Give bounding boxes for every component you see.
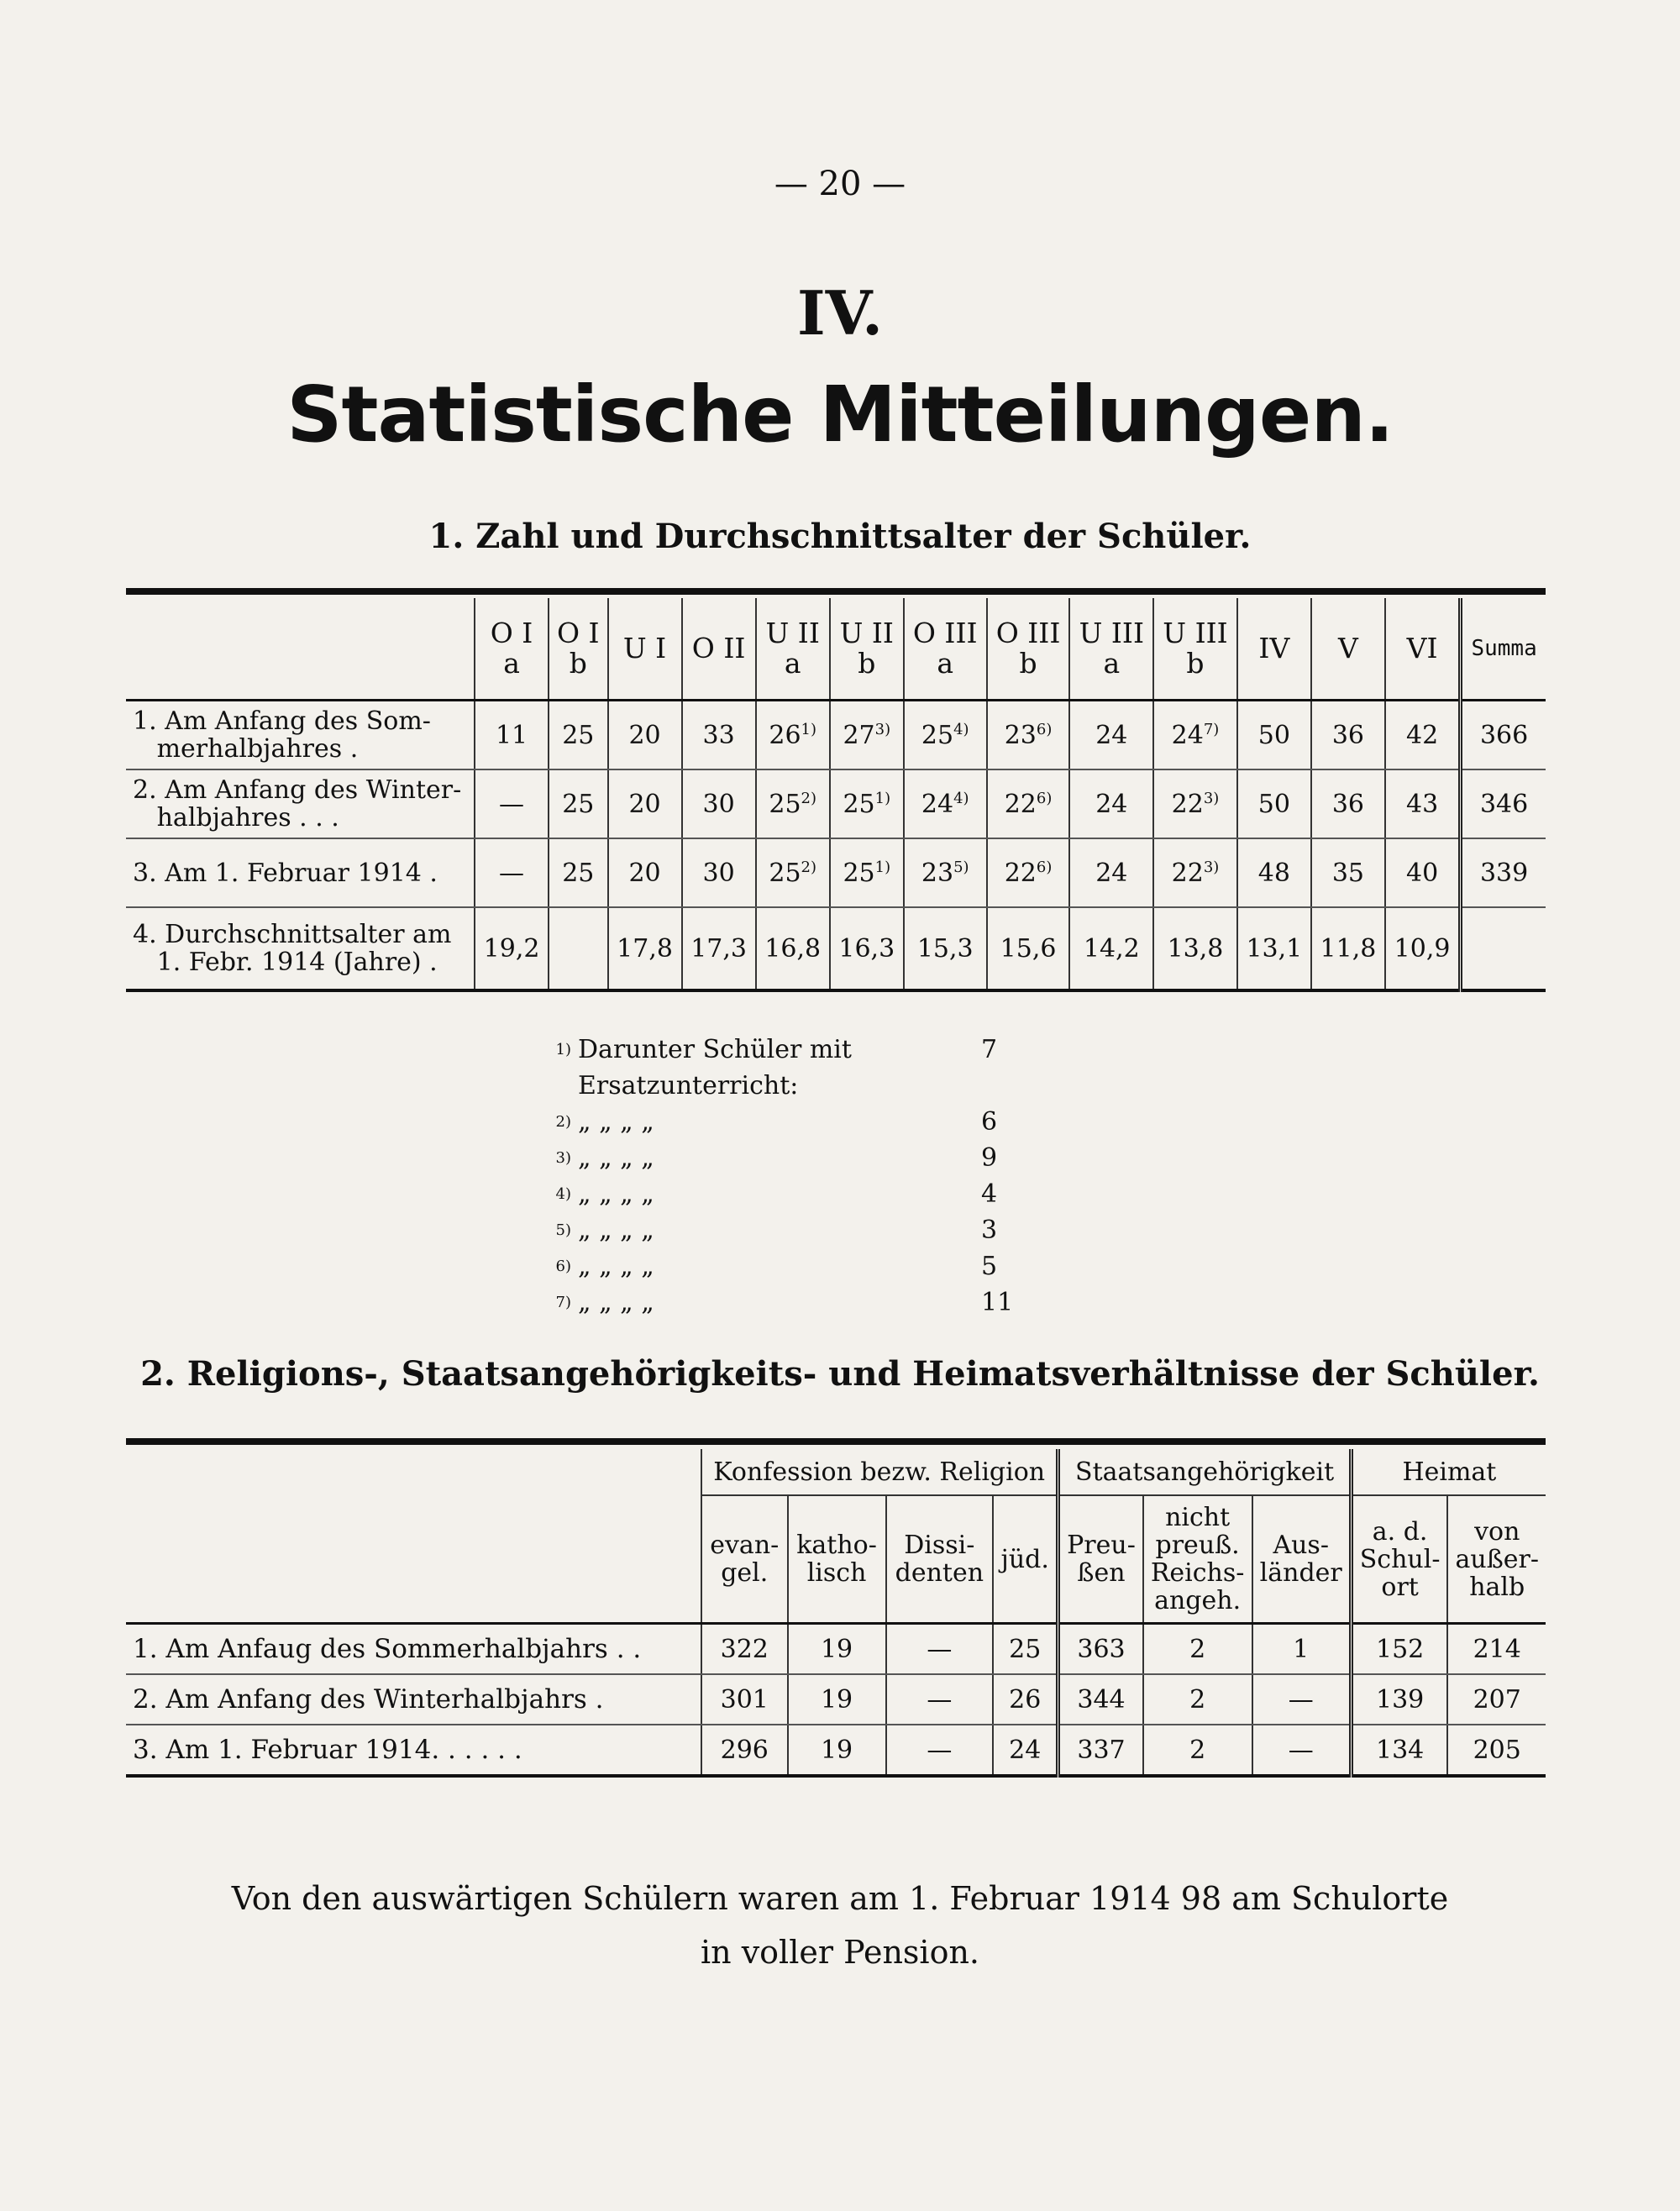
table2-column-header [1058, 1495, 1143, 1624]
footnote-ref: 2) [801, 858, 817, 876]
table-cell: 337 [1058, 1725, 1143, 1776]
table-cell: 25$^{2)}$ [756, 838, 830, 907]
closing-line-1: Von den auswärtigen Schülern waren am 1. Februar 1914 98 am Schulorte [231, 1880, 1449, 1917]
footnote-text: „ „ „ „ [578, 1179, 654, 1209]
table-cell: 139 [1351, 1674, 1447, 1725]
row-label-line: 3. Am 1. Februar 1914 . [133, 858, 438, 888]
table-cell: — [475, 769, 549, 838]
footnote-text: „ „ „ „ [578, 1288, 654, 1317]
column-name: U II [765, 616, 820, 649]
table-cell: 152 [1351, 1624, 1447, 1675]
footnote-mark: 6) [555, 1258, 571, 1275]
section-numeral: IV. [796, 277, 884, 349]
table-cell: 2 [1143, 1674, 1252, 1725]
footnote [538, 1140, 1032, 1176]
header-line: lisch [806, 1558, 867, 1588]
table-cell: 23$^{6)}$ [987, 701, 1070, 770]
table1-header-label [126, 598, 475, 701]
footnote-value: 9 [981, 1143, 998, 1173]
table1-column-header [475, 598, 549, 701]
table2-column-header [701, 1495, 788, 1624]
table-cell: 42 [1385, 701, 1461, 770]
header-line: Schul- [1359, 1544, 1441, 1574]
table-cell: 134 [1351, 1725, 1447, 1776]
column-name: O III [912, 616, 978, 649]
table-cell: 16,8 [756, 907, 830, 990]
row-label [126, 838, 475, 907]
footnote [538, 1212, 1032, 1248]
table-cell: 2 [1143, 1624, 1252, 1675]
table-cell: 35 [1311, 838, 1385, 907]
table-cell: 33 [682, 701, 756, 770]
table-cell: 16,3 [830, 907, 904, 990]
table-cell: 25 [993, 1624, 1058, 1675]
table-cell [549, 907, 607, 990]
table-cell [1461, 907, 1546, 990]
footnote [538, 1284, 1032, 1321]
footnote-ref: 7) [1203, 720, 1220, 738]
row-label: 1. Am Anfaug des Sommerhalbjahrs . . [126, 1624, 701, 1675]
footnote-text: Darunter Schüler mit Ersatzunterricht: [578, 1035, 852, 1100]
footnote-value: 5 [981, 1252, 998, 1281]
row-label: 2. Am Anfang des Winterhalbjahrs . [126, 1674, 701, 1725]
footnote-mark: 5) [555, 1221, 571, 1239]
table-cell: 27$^{3)}$ [830, 701, 904, 770]
footnote-text: „ „ „ „ [578, 1216, 654, 1245]
row-label [126, 701, 475, 770]
footnotes [538, 1032, 1032, 1321]
column-group-header: Heimat [1351, 1449, 1546, 1495]
header-line: Aus- [1273, 1531, 1329, 1560]
footnote-value: 3 [981, 1216, 998, 1245]
footnote [538, 1032, 1032, 1104]
table-cell: 36 [1311, 701, 1385, 770]
header-line: ßen [1077, 1558, 1126, 1588]
footnote-ref: 4) [953, 789, 969, 807]
table-cell: 30 [682, 838, 756, 907]
table1-header-row [126, 598, 1546, 701]
table-cell: 24 [1069, 769, 1153, 838]
header-line: evan- [710, 1531, 780, 1560]
table-cell: 19 [788, 1674, 886, 1725]
table-cell: 24$^{7)}$ [1153, 701, 1237, 770]
row-label-line: 4. Durchschnittsalter am [133, 920, 452, 949]
table-cell: 10,9 [1385, 907, 1461, 990]
table1-column-header [1153, 598, 1237, 701]
age-table [126, 598, 1546, 992]
column-division: b [858, 647, 876, 680]
header-line: Preu- [1067, 1531, 1136, 1560]
row-label: 3. Am 1. Februar 1914. . . . . . [126, 1725, 701, 1776]
table-cell: 25$^{4)}$ [904, 701, 987, 770]
table1-column-header: U I [608, 598, 682, 701]
footnote-mark: 1) [555, 1041, 571, 1058]
table2-column-header [993, 1495, 1058, 1624]
table2-title: 2. Religions-, Staatsangehörigkeits- und Heimatsverhältnisse der Schüler. [140, 1354, 1540, 1394]
table-row [126, 907, 1546, 990]
table-cell: 17,3 [682, 907, 756, 990]
footnote-ref: 6) [1036, 789, 1053, 807]
header-line: a. d. [1372, 1516, 1428, 1547]
table-cell: 19 [788, 1624, 886, 1675]
table-cell: 43 [1385, 769, 1461, 838]
column-division: b [1186, 647, 1205, 680]
footnote-ref: 6) [1036, 720, 1053, 738]
table-cell: 17,8 [608, 907, 682, 990]
footnote-ref: 3) [874, 720, 891, 738]
closing-note [0, 1872, 1680, 1979]
row-label [126, 769, 475, 838]
table-cell: 24$^{4)}$ [904, 769, 987, 838]
row-label-line: halbjahres . . . [133, 803, 339, 832]
header-line: außer- [1455, 1544, 1539, 1574]
table-cell: 30 [682, 769, 756, 838]
table2-column-header [1351, 1495, 1447, 1624]
table-cell: 13,1 [1237, 907, 1311, 990]
table1-column-header: VI [1385, 598, 1461, 701]
table-cell: — [1252, 1674, 1352, 1725]
footnote-ref: 6) [1036, 858, 1053, 876]
table-cell: 20 [608, 769, 682, 838]
column-group-header: Konfession bezw. Religion [701, 1449, 1058, 1495]
column-name: U II [839, 616, 894, 649]
table-cell: 22$^{6)}$ [987, 838, 1070, 907]
table-cell: 25 [549, 838, 607, 907]
footnote-ref: 1) [874, 858, 891, 876]
table-cell: 19 [788, 1725, 886, 1776]
footnote-ref: 1) [874, 789, 891, 807]
footnote-mark: 4) [555, 1185, 571, 1203]
table2-top-rule [126, 1438, 1546, 1445]
row-label-line: 1. Am Anfang des Som- [133, 706, 431, 736]
page-number: — 20 — [774, 165, 906, 203]
table1-column-header: Summa [1461, 598, 1546, 701]
closing-line-2: in voller Pension. [701, 1934, 979, 1971]
table-cell: 25 [549, 701, 607, 770]
footnote-mark: 3) [555, 1149, 571, 1167]
header-line: jüd. [1000, 1544, 1049, 1574]
table2-column-header [1252, 1495, 1352, 1624]
table-cell: 205 [1447, 1725, 1546, 1776]
table1-column-header [549, 598, 607, 701]
table2-group-row [126, 1449, 1546, 1495]
table-cell: 24 [993, 1725, 1058, 1776]
religion-table [126, 1449, 1546, 1778]
column-group-header: Staatsangehörigkeit [1058, 1449, 1351, 1495]
table-cell: 22$^{6)}$ [987, 769, 1070, 838]
header-line: Dissi- [904, 1531, 975, 1560]
table-cell: 11,8 [1311, 907, 1385, 990]
table-row [126, 769, 1546, 838]
column-division: b [569, 647, 587, 680]
footnote-ref: 2) [801, 789, 817, 807]
column-name: U III [1163, 616, 1228, 649]
table2-column-header [788, 1495, 886, 1624]
table-cell: 346 [1461, 769, 1546, 838]
header-line: katho- [796, 1531, 877, 1560]
table1-column-header: V [1311, 598, 1385, 701]
table-cell: 36 [1311, 769, 1385, 838]
footnote-ref: 1) [801, 720, 817, 738]
table-cell: 25$^{1)}$ [830, 838, 904, 907]
table-cell: 25$^{1)}$ [830, 769, 904, 838]
column-division: a [784, 647, 801, 680]
table-cell: 214 [1447, 1624, 1546, 1675]
table-cell: 15,3 [904, 907, 987, 990]
table-cell: 301 [701, 1674, 788, 1725]
footnote-ref: 3) [1203, 858, 1220, 876]
footnote-text: „ „ „ „ [578, 1107, 654, 1137]
column-name: O I [556, 616, 600, 649]
table-cell: 296 [701, 1725, 788, 1776]
header-line: ort [1381, 1572, 1419, 1602]
row-label [126, 907, 475, 990]
table-cell: 22$^{3)}$ [1153, 769, 1237, 838]
table-row [126, 1725, 1546, 1776]
table-cell: — [1252, 1725, 1352, 1776]
table-cell: — [475, 838, 549, 907]
footnote [538, 1104, 1032, 1140]
table2-column-header [1447, 1495, 1546, 1624]
table-cell: 24 [1069, 701, 1153, 770]
table1-column-header [830, 598, 904, 701]
footnote-text: „ „ „ „ [578, 1252, 654, 1281]
table-cell: 366 [1461, 701, 1546, 770]
column-division: a [503, 647, 520, 680]
header-line: preuß. [1155, 1531, 1240, 1560]
table1-column-header [987, 598, 1070, 701]
footnote-value: 7 [981, 1035, 998, 1064]
table2-column-header [1143, 1495, 1252, 1624]
footnote-text: „ „ „ „ [578, 1143, 654, 1173]
table1-column-header: IV [1237, 598, 1311, 701]
table-cell: 344 [1058, 1674, 1143, 1725]
footnote-ref: 5) [953, 858, 969, 876]
table-cell: — [886, 1674, 994, 1725]
table-cell: 363 [1058, 1624, 1143, 1675]
row-label-line: 2. Am Anfang des Winter- [133, 775, 462, 805]
table-cell: 1 [1252, 1624, 1352, 1675]
header-line: gel. [721, 1558, 769, 1588]
table-cell: 26$^{1)}$ [756, 701, 830, 770]
row-label-line: 1. Febr. 1914 (Jahre) . [133, 948, 438, 977]
footnote-value: 6 [981, 1107, 998, 1137]
column-division: a [1103, 647, 1121, 680]
footnote-mark: 2) [555, 1113, 571, 1131]
footnote-ref: 4) [953, 720, 969, 738]
table1-column-header [756, 598, 830, 701]
header-line: denten [895, 1558, 984, 1588]
table1-top-rule [126, 588, 1546, 595]
table-cell: 48 [1237, 838, 1311, 907]
footnote-value: 11 [981, 1288, 1014, 1317]
header-line: angeh. [1154, 1586, 1242, 1615]
footnote [538, 1176, 1032, 1212]
page-title: Statistische Mitteilungen. [286, 370, 1394, 460]
header-line: halb [1469, 1572, 1525, 1602]
table-cell: 14,2 [1069, 907, 1153, 990]
table-cell: 11 [475, 701, 549, 770]
table-cell: 20 [608, 701, 682, 770]
table-row [126, 1674, 1546, 1725]
table-row [126, 701, 1546, 770]
table-cell: 339 [1461, 838, 1546, 907]
table-cell: 24 [1069, 838, 1153, 907]
table-cell: 25$^{2)}$ [756, 769, 830, 838]
table-cell: 22$^{3)}$ [1153, 838, 1237, 907]
column-division: a [937, 647, 954, 680]
row-label-line: merhalbjahres . [133, 734, 359, 764]
header-line: von [1474, 1516, 1520, 1547]
table-cell: 50 [1237, 701, 1311, 770]
table-row [126, 1624, 1546, 1675]
table1-column-header [1069, 598, 1153, 701]
table-cell: 19,2 [475, 907, 549, 990]
header-line: länder [1259, 1558, 1342, 1588]
table-cell: 207 [1447, 1674, 1546, 1725]
table-cell: 23$^{5)}$ [904, 838, 987, 907]
column-name: U III [1079, 616, 1145, 649]
table-cell: 25 [549, 769, 607, 838]
table-cell: 40 [1385, 838, 1461, 907]
table-cell: 13,8 [1153, 907, 1237, 990]
footnote [538, 1248, 1032, 1284]
table1-title: 1. Zahl und Durchschnittsalter der Schüler. [428, 517, 1252, 556]
table2-column-header [886, 1495, 994, 1624]
footnote-mark: 7) [555, 1294, 571, 1311]
column-name: O I [490, 616, 533, 649]
table-cell: 20 [608, 838, 682, 907]
table2-corner [126, 1449, 701, 1624]
table-cell: 26 [993, 1674, 1058, 1725]
table-cell: — [886, 1725, 994, 1776]
table-cell: 322 [701, 1624, 788, 1675]
header-line: Reichs- [1150, 1558, 1245, 1588]
header-line: nicht [1165, 1503, 1231, 1532]
table1-column-header [904, 598, 987, 701]
column-division: b [1019, 647, 1037, 680]
table-cell: — [886, 1624, 994, 1675]
table-cell: 15,6 [987, 907, 1070, 990]
table-row [126, 838, 1546, 907]
column-name: O III [995, 616, 1061, 649]
table1-column-header: O II [682, 598, 756, 701]
footnote-value: 4 [981, 1179, 998, 1209]
footnote-ref: 3) [1203, 789, 1220, 807]
table-cell: 2 [1143, 1725, 1252, 1776]
table-cell: 50 [1237, 769, 1311, 838]
